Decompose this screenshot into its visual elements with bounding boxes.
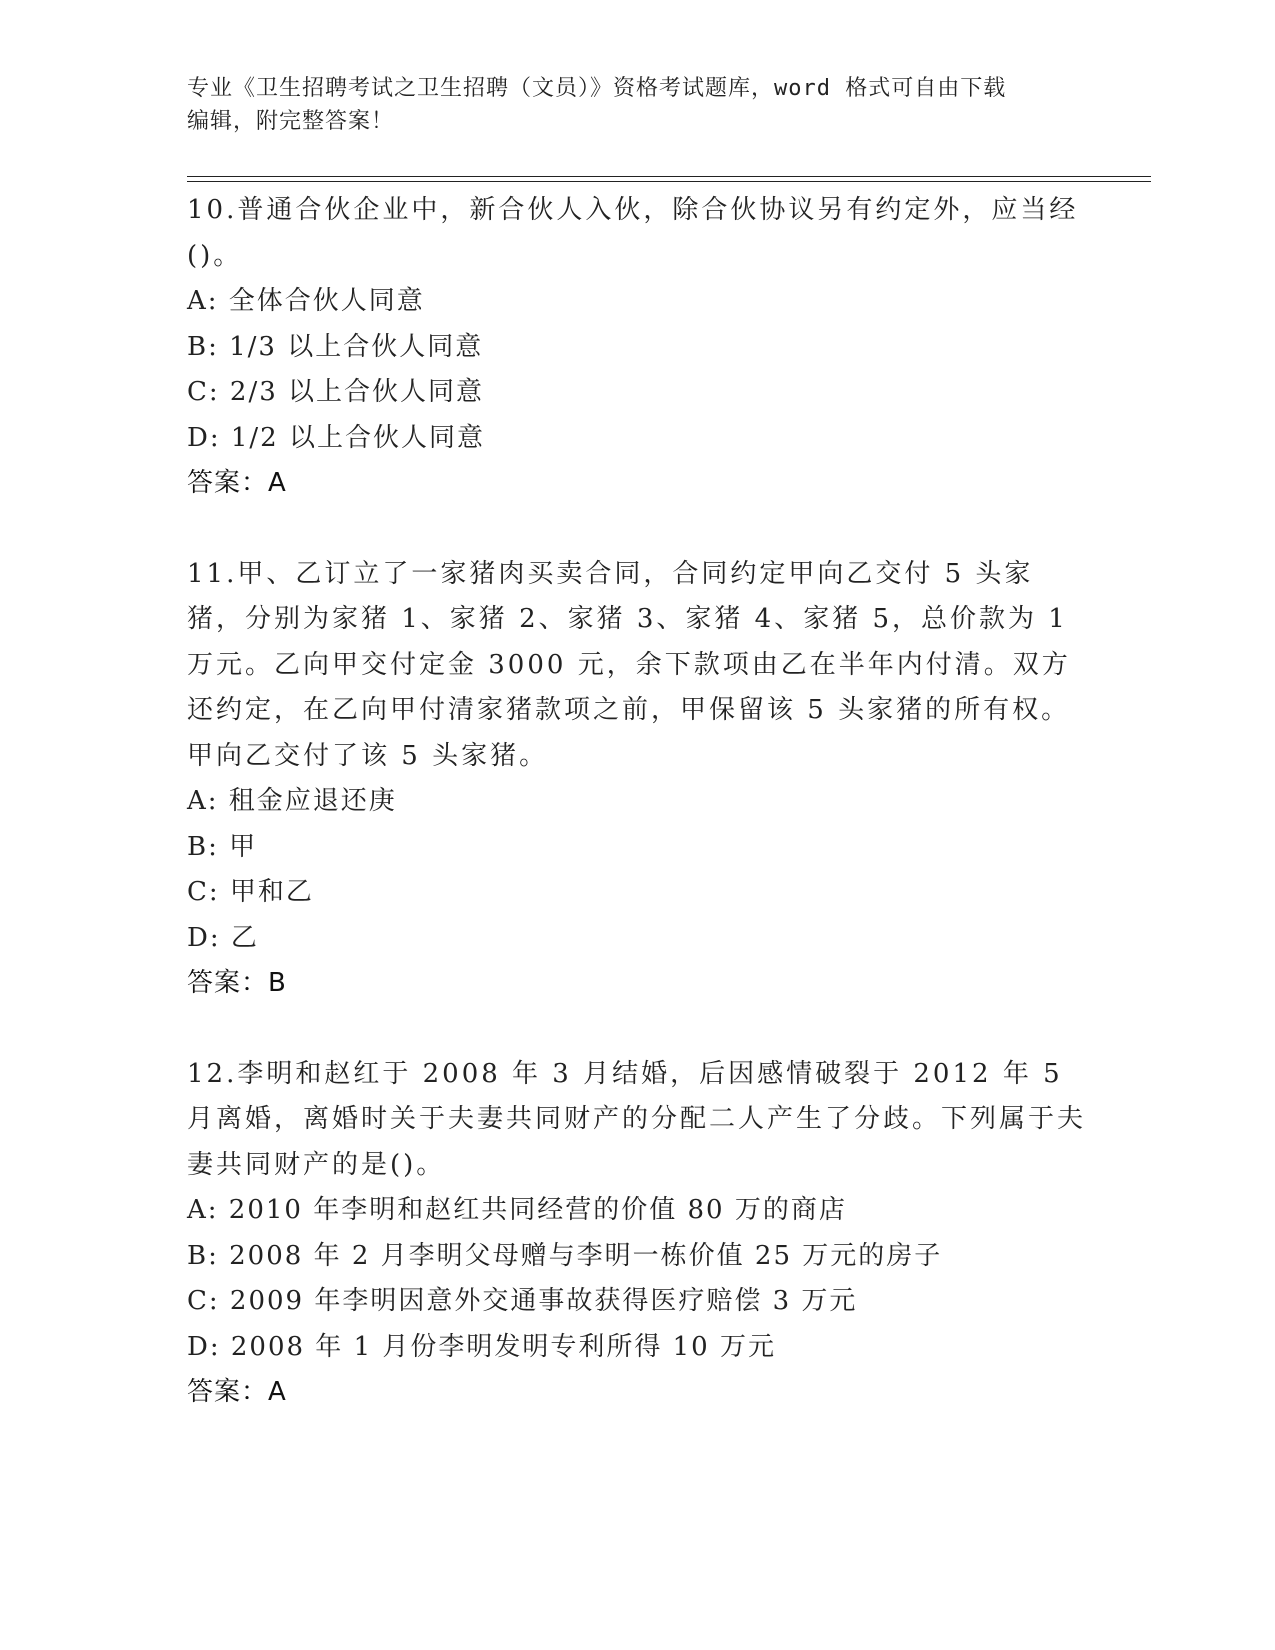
option-b: B: 2008 年 2 月李明父母赠与李明一栋价值 25 万元的房子 <box>187 1240 943 1271</box>
option-b: B: 甲 <box>187 831 258 862</box>
answer-line: 答案：A <box>187 468 287 498</box>
question-11 <box>187 552 1087 1007</box>
option-a: A: 租金应退还庚 <box>187 786 397 816</box>
option-b: B: 1/3 以上合伙人同意 <box>187 331 484 362</box>
question-stem: 11.甲、乙订立了一家猪肉买卖合同，合同约定甲向乙交付 5 头家猪，分别为家猪 1、家猪 2、家猪 3、家猪 4、家猪 5，总价款为 1 万元。乙向甲交付定金 3000 元，余下款项由乙在半年内付清。双方还约定，在乙向甲付清家猪款项之前，甲保留该 5 头家猪的所有权。甲向乙交付了该 5 头家猪。 <box>187 558 1071 771</box>
question-12 <box>187 1052 1087 1416</box>
question-10 <box>187 188 1087 507</box>
answer-line: 答案：B <box>187 968 287 998</box>
answer-line: 答案：A <box>187 1377 287 1407</box>
option-c: C: 2/3 以上合伙人同意 <box>187 377 485 407</box>
option-d: D: 1/2 以上合伙人同意 <box>187 422 485 453</box>
header-divider-bottom <box>187 181 1151 182</box>
header-divider-top <box>187 176 1151 177</box>
option-a: A: 全体合伙人同意 <box>187 286 425 316</box>
option-a: A: 2010 年李明和赵红共同经营的价值 80 万的商店 <box>187 1195 847 1225</box>
option-c: C: 甲和乙 <box>187 877 314 907</box>
option-c: C: 2009 年李明因意外交通事故获得医疗赔偿 3 万元 <box>187 1286 858 1316</box>
header-line-1: 专业《卫生招聘考试之卫生招聘（文员）》资格考试题库，word 格式可自由下载 <box>187 76 1007 101</box>
question-list <box>187 188 1087 1461</box>
document-header <box>187 72 1067 138</box>
header-line-2: 编辑，附完整答案！ <box>187 109 395 134</box>
question-stem: 12.李明和赵红于 2008 年 3 月结婚，后因感情破裂于 2012 年 5 月离婚，离婚时关于夫妻共同财产的分配二人产生了分歧。下列属于夫妻共同财产的是()。 <box>187 1058 1087 1180</box>
option-d: D: 2008 年 1 月份李明发明专利所得 10 万元 <box>187 1331 776 1362</box>
question-stem: 10.普通合伙企业中，新合伙人入伙，除合伙协议另有约定外，应当经()。 <box>187 195 1079 271</box>
option-d: D: 乙 <box>187 922 259 953</box>
